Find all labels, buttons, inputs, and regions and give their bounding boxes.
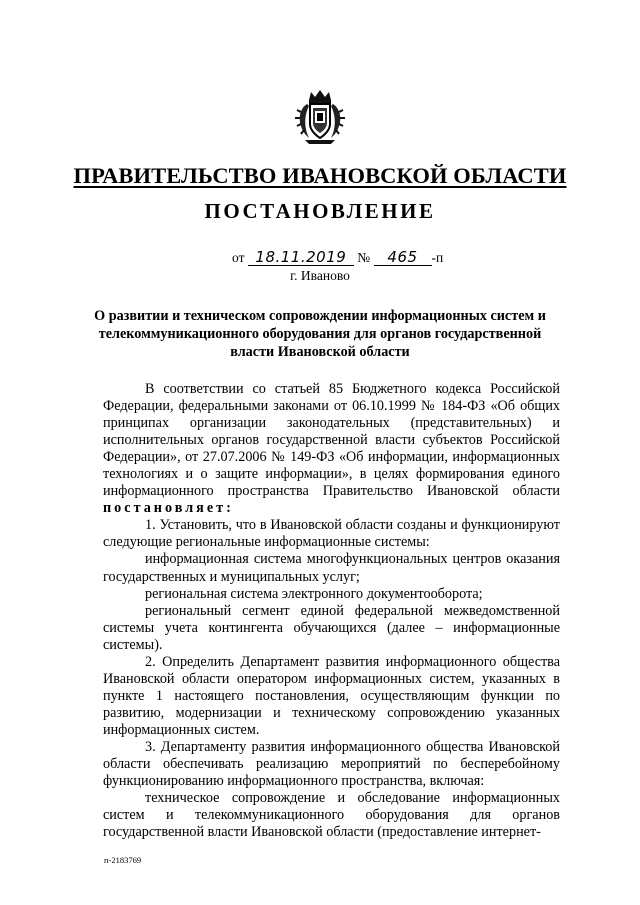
document-number: 465	[374, 250, 432, 266]
ivanovo-coat-of-arms-icon	[295, 88, 345, 146]
preamble-paragraph	[103, 381, 560, 517]
date-number-line	[232, 250, 443, 266]
city: г. Иваново	[290, 268, 350, 283]
clause-1-item-a: информационная система многофункциональных центров оказания государственных и муниципальных услуг;	[103, 551, 560, 585]
document-body	[103, 381, 560, 841]
date-value: 18.11.2019	[248, 250, 354, 266]
clause-3: 3. Департаменту развития информационного общества Ивановской области обеспечивать реализацию мероприятий по бесперебойному функционированию информационного пространства, включая:	[103, 738, 560, 790]
clause-1-item-c: региональный сегмент единой федеральной межведомственной системы учета контингента обучающихся (далее – информационные системы).	[103, 602, 560, 653]
clause-2: 2. Определить Департамент развития информационного общества Ивановской области оператором информационных систем, указанных в пункте 1 настоящего постановления, осуществляющим функции по развитию, модернизации и техническому сопровождению указанных информационных систем.	[103, 653, 560, 738]
resolves-word: постановляет:	[103, 500, 234, 517]
clause-1-item-b: региональная система электронного документооборота;	[145, 585, 483, 602]
government-title-text: ПРАВИТЕЛЬСТВО ИВАНОВСКОЙ ОБЛАСТИ	[73, 163, 567, 188]
government-title	[0, 163, 640, 189]
footer-code: п-2183769	[104, 855, 142, 865]
number-sign: №	[357, 250, 371, 265]
number-suffix: -п	[431, 250, 444, 265]
document-subject: О развитии и техническом сопровождении информационных систем и телекоммуникационного оборудования для органов государственной власти Ивановской области	[94, 308, 546, 360]
clause-3-item-a: техническое сопровождение и обследование информационных систем и телекоммуникационного оборудования для органов государственной власти Ивановской области (предоставление интернет-	[103, 790, 560, 841]
document-type: ПОСТАНОВЛЕНИЕ	[204, 199, 436, 223]
preamble-text: В соответствии со статьей 85 Бюджетного кодекса Российской Федерации, федеральными законами от 06.10.1999 № 184-ФЗ «Об общих принципах организации законодательных (представительных) и исполнительных органов государственной власти субъектов Российской Федерации», от 27.07.2006 № 149-ФЗ «Об информации, информационных технологиях и о защите информации», в целях формирования единого информационного пространства Правительство Ивановской области	[103, 381, 560, 500]
date-prefix: от	[232, 250, 245, 265]
clause-1: 1. Установить, что в Ивановской области созданы и функционируют следующие региональные информационные системы:	[103, 517, 560, 551]
